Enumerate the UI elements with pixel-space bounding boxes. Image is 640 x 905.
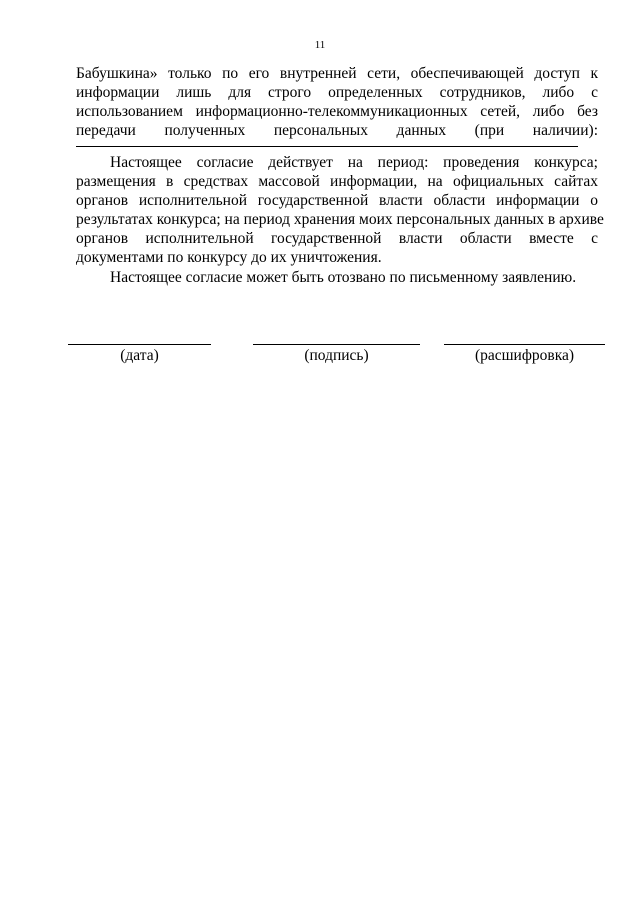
paragraph-2-line-4: результатах конкурса; на период хранения моих персональных данных в архиве (76, 211, 604, 228)
paragraph-1-line-1: Бабушкина» только по его внутренней сети, обеспечивающей доступ к (76, 65, 598, 82)
date-line (68, 344, 211, 345)
fill-in-line (76, 146, 578, 147)
signature-label: (подпись) (304, 347, 369, 364)
page-number: 11 (314, 39, 326, 51)
paragraph-2-line-1: Настоящее согласие действует на период: проведения конкурса; (110, 154, 598, 171)
paragraph-3: Настоящее согласие может быть отозвано по письменному заявлению. (110, 269, 577, 286)
paragraph-2-line-5: органов исполнительной государственной власти области вместе с (76, 230, 598, 247)
signature-line (253, 344, 420, 345)
decoding-line (444, 344, 605, 345)
paragraph-2-line-2: размещения в средствах массовой информации, на официальных сайтах (76, 173, 598, 190)
paragraph-2-line-6: документами по конкурсу до их уничтожения. (76, 249, 382, 266)
paragraph-1-line-2: информации лишь для строго определенных сотрудников, либо с (76, 84, 598, 101)
decoding-label: (расшифровка) (474, 347, 575, 364)
paragraph-1-line-3: использованием информационно-телекоммуникационных сетей, либо без (76, 103, 598, 120)
date-label: (дата) (120, 347, 159, 364)
paragraph-2-line-3: органов исполнительной государственной власти области информации о (76, 192, 598, 209)
paragraph-1-line-4: передачи полученных персональных данных (при наличии): (76, 122, 598, 139)
